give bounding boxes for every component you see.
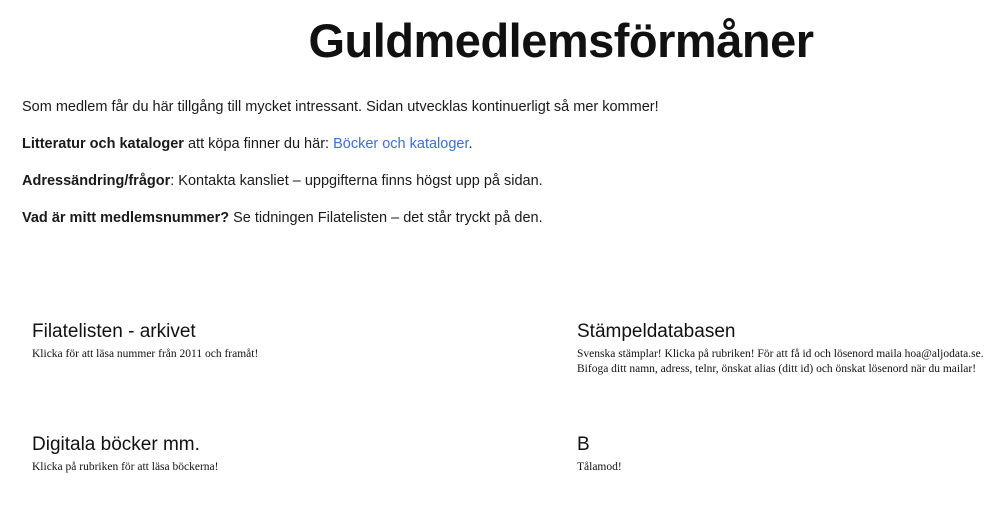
literature-end: .: [468, 136, 473, 152]
card-title[interactable]: Stämpeldatabasen: [577, 321, 736, 342]
card-description: Klicka för att läsa nummer från 2011 och framåt!: [32, 348, 259, 360]
page-title: Guldmedlemsförmåner: [308, 14, 814, 67]
intro-section: [22, 97, 982, 245]
literature-paragraph: [22, 134, 982, 154]
intro-text: Som medlem får du här tillgång till mycket intressant. Sidan utvecklas kontinuerligt så mer kommer!: [22, 99, 659, 115]
card-stampeldatabasen[interactable]: [577, 320, 997, 377]
address-label: Adressändring/frågor: [22, 173, 171, 189]
literature-text: att köpa finner du här:: [183, 136, 334, 152]
address-text: : Kontakta kansliet – uppgifterna finns högst upp på sidan.: [170, 173, 543, 189]
card-digitala-bocker[interactable]: [32, 433, 452, 475]
books-catalogs-link[interactable]: Böcker och kataloger: [333, 136, 469, 152]
address-paragraph: [22, 171, 982, 191]
member-number-label: Vad är mitt medlemsnummer?: [22, 210, 230, 226]
card-description: Klicka på rubriken för att läsa böckerna!: [32, 461, 219, 473]
intro-paragraph: [22, 97, 982, 117]
literature-label: Litteratur och kataloger: [22, 136, 184, 152]
member-number-paragraph: [22, 208, 982, 228]
card-title[interactable]: Digitala böcker mm.: [32, 434, 200, 455]
member-number-text: Se tidningen Filatelisten – det står tryckt på den.: [229, 210, 543, 226]
card-filatelisten-arkivet[interactable]: [32, 320, 452, 362]
card-description: Tålamod!: [577, 461, 622, 473]
card-b[interactable]: [577, 433, 997, 475]
card-description: Svenska stämplar! Klicka på rubriken! För att få id och lösenord maila hoa@aljodata.se. Bifoga ditt namn, adress, telnr, önskat alias (ditt id) och önskat lösenord när du mailar!: [577, 348, 984, 375]
card-title[interactable]: B: [577, 434, 590, 455]
card-title[interactable]: Filatelisten - arkivet: [32, 321, 196, 342]
